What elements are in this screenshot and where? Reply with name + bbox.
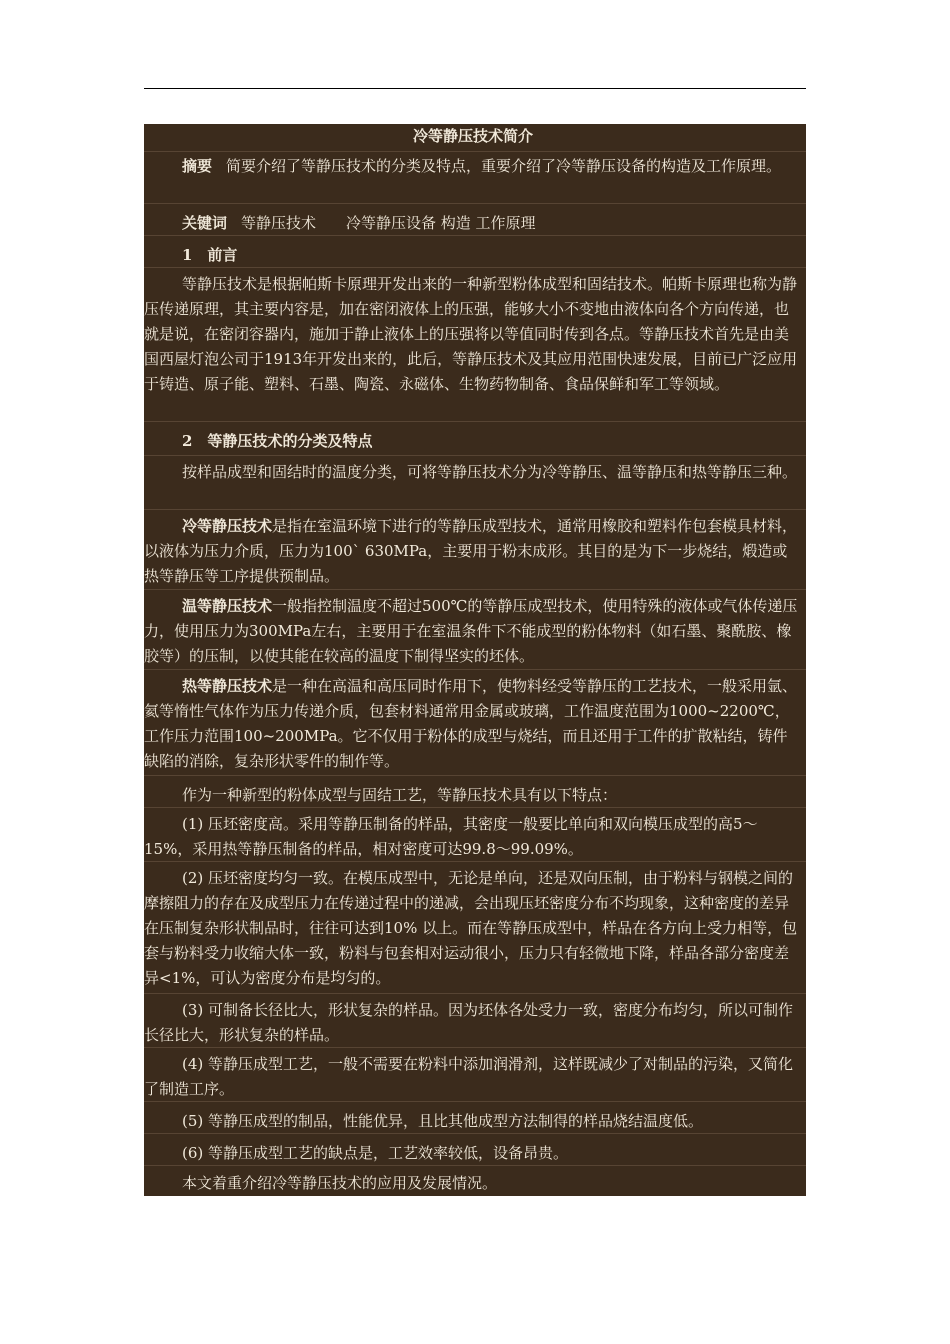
feature-4: (4) 等静压成型工艺，一般不需要在粉料中添加润滑剂，这样既减少了对制品的污染，又简化了制造工序。 bbox=[144, 1055, 794, 1098]
doc-title: 冷等静压技术简介 bbox=[412, 127, 533, 145]
abstract-label: 摘要 bbox=[182, 157, 213, 175]
section2-heading-row bbox=[144, 426, 806, 456]
keywords-row bbox=[144, 208, 806, 236]
cold-term: 冷等静压技术 bbox=[182, 517, 273, 535]
features-intro: 作为一种新型的粉体成型与固结工艺，等静压技术具有以下特点： bbox=[182, 786, 618, 804]
keywords-label: 关键词 bbox=[182, 214, 228, 232]
section1-para-row bbox=[144, 272, 806, 422]
document-panel bbox=[144, 124, 806, 1196]
warm-term: 温等静压技术 bbox=[182, 597, 273, 615]
feature-1: (1) 压坯密度高。采用等静压制备的样品，其密度一般要比单向和双向模压成型的高5～15%，采用热等静压制备的样品，相对密度可达99.8～99.09%。 bbox=[144, 815, 758, 858]
hot-text: 是一种在高温和高压同时作用下，使物料经受等静压的工艺技术，一般采用氩、氦等惰性气体作为压力传递介质，包套材料通常用金属或玻璃，工作温度范围为1000~2200℃，工作压力范围100~200MPa。它不仅用于粉体的成型与烧结，而且还用于工件的扩散粘结，铸件缺陷的消除，复杂形状零件的制作等。 bbox=[144, 677, 798, 770]
feature-6-row bbox=[144, 1138, 806, 1166]
header-rule bbox=[144, 88, 806, 89]
doc-title-row bbox=[144, 124, 806, 152]
cold-row bbox=[144, 514, 806, 590]
feature-4-row bbox=[144, 1052, 806, 1102]
section1-heading: 1 前言 bbox=[182, 246, 238, 264]
feature-1-row bbox=[144, 812, 806, 862]
feature-5: (5) 等静压成型的制品，性能优异，且比其他成型方法制得的样品烧结温度低。 bbox=[182, 1112, 704, 1130]
closing-sentence: 本文着重介绍冷等静压技术的应用及发展情况。 bbox=[182, 1174, 498, 1192]
feature-2: (2) 压坯密度均匀一致。在模压成型中，无论是单向，还是双向压制，由于粉料与钢模之间的摩擦阻力的存在及成型压力在传递过程中的递减，会出现压坯密度分布不均现象，这种密度的差异在压制复杂形状制品时，往往可达到10% 以上。而在等静压成型中，样品在各方向上受力相等，包套与粉料受力收缩大体一致，粉料与包套相对运动很小，压力只有轻微地下降，样品各部分密度差异<1%，可认为密度分布是均匀的。 bbox=[144, 869, 798, 987]
section2-intro-row bbox=[144, 460, 806, 510]
hot-row bbox=[144, 674, 806, 776]
keywords-text: 等静压技术 冷等静压设备 构造 工作原理 bbox=[241, 214, 536, 232]
feature-3-row bbox=[144, 998, 806, 1048]
section1-heading-row bbox=[144, 240, 806, 268]
abstract-text: 简要介绍了等静压技术的分类及特点，重要介绍了冷等静压设备的构造及工作原理。 bbox=[226, 157, 782, 175]
section2-heading: 2 等静压技术的分类及特点 bbox=[182, 432, 373, 450]
closing-row bbox=[144, 1170, 806, 1196]
warm-text: 一般指控制温度不超过500℃的等静压成型技术，使用特殊的液体或气体传递压力，使用压力为300MPa左右，主要用于在室温条件下不能成型的粉体物料（如石墨、聚酰胺、橡胶等）的压制，以使其能在较高的温度下制得坚实的坯体。 bbox=[144, 597, 798, 665]
warm-row bbox=[144, 594, 806, 670]
feature-2-row bbox=[144, 866, 806, 994]
section1-paragraph: 等静压技术是根据帕斯卡原理开发出来的一种新型粉体成型和固结技术。帕斯卡原理也称为静压传递原理，其主要内容是，加在密闭液体上的压强，能够大小不变地由液体向各个方向传递，也就是说，在密闭容器内，施加于静止液体上的压强将以等值同时传到各点。等静压技术首先是由美国西屋灯泡公司于1913年开发出来的，此后，等静压技术及其应用范围快速发展，目前已广泛应用于铸造、原子能、塑料、石墨、陶瓷、永磁体、生物药物制备、食品保鲜和军工等领域。 bbox=[144, 275, 798, 393]
hot-term: 热等静压技术 bbox=[182, 677, 273, 695]
abstract-row bbox=[144, 153, 806, 204]
cold-text: 是指在室温环境下进行的等静压成型技术，通常用橡胶和塑料作包套模具材料，以液体为压力介质，压力为100` 630MPa，主要用于粉末成形。其目的是为下一步烧结，煅造或热等静压等工序提供预制品。 bbox=[144, 517, 798, 585]
feature-3: (3) 可制备长径比大，形状复杂的样品。因为坯体各处受力一致，密度分布均匀，所以可制作长径比大，形状复杂的样品。 bbox=[144, 1001, 794, 1044]
features-intro-row bbox=[144, 780, 806, 808]
feature-5-row bbox=[144, 1106, 806, 1134]
section2-intro: 按样品成型和固结时的温度分类，可将等静压技术分为冷等静压、温等静压和热等静压三种。 bbox=[182, 463, 798, 481]
feature-6: (6) 等静压成型工艺的缺点是，工艺效率较低，设备昂贵。 bbox=[182, 1144, 569, 1162]
